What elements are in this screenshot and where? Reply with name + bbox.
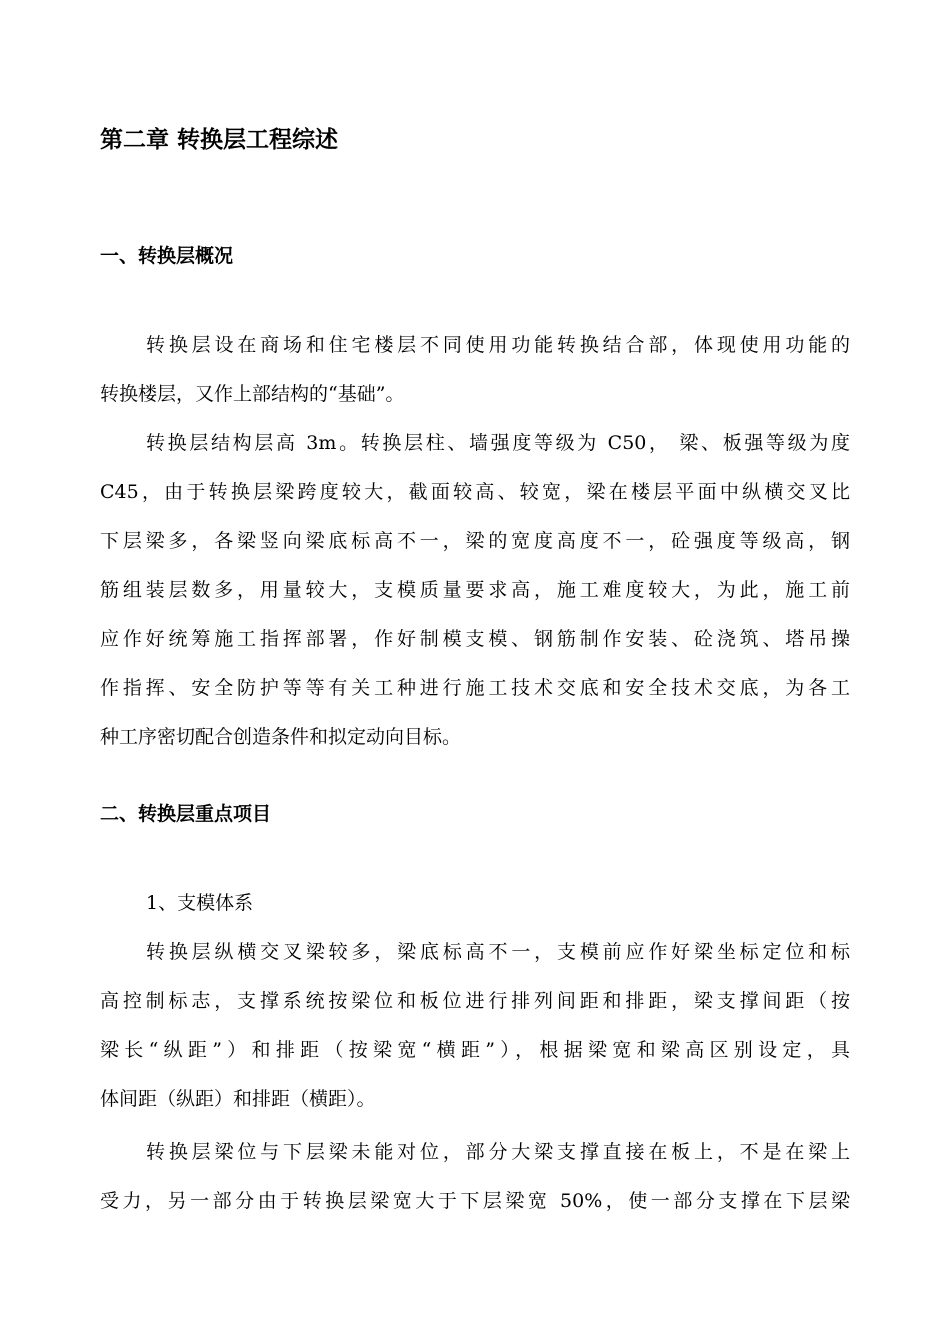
subheading-formwork-system: 1、支模体系 — [146, 892, 254, 914]
text-line: C45，由于转换层梁跨度较大，截面较高、较宽，梁在楼层平面中纵横交叉比 — [100, 481, 850, 503]
text-line: 转换层设在商场和住宅楼层不同使用功能转换结合部，体现使用功能的 — [146, 334, 850, 356]
text-line: 筋组装层数多，用量较大，支模质量要求高，施工难度较大，为此，施工前 — [100, 579, 850, 601]
text-line: 应作好统筹施工指挥部署，作好制模支模、钢筋制作安装、砼浇筑、塔吊操 — [100, 628, 850, 650]
text-line: 梁长“纵距”）和排距（按梁宽“横距”），根据梁宽和梁高区别设定，具 — [100, 1039, 850, 1061]
paragraph-overview-1 — [100, 321, 850, 419]
chapter-title: 第二章 转换层工程综述 — [100, 126, 339, 153]
section-heading-key-items: 二、转换层重点项目 — [100, 803, 272, 825]
text-line: 体间距（纵距）和排距（横距）。 — [100, 1088, 376, 1110]
text-line: 转换层纵横交叉梁较多，梁底标高不一，支模前应作好梁坐标定位和标 — [146, 941, 850, 963]
text-line: 转换层结构层高 3m。转换层柱、墙强度等级为 C50， 梁、板强等级为度 — [146, 432, 850, 454]
text-line: 下层梁多，各梁竖向梁底标高不一，梁的宽度高度不一，砼强度等级高，钢 — [100, 530, 850, 552]
text-line: 种工序密切配合创造条件和拟定动向目标。 — [100, 726, 462, 748]
text-line: 作指挥、安全防护等等有关工种进行施工技术交底和安全技术交底，为各工 — [100, 677, 850, 699]
paragraph-overview-2 — [100, 419, 850, 762]
text-line: 转换层梁位与下层梁未能对位，部分大梁支撑直接在板上，不是在梁上 — [146, 1141, 850, 1163]
text-line: 高控制标志，支撑系统按梁位和板位进行排列间距和排距，梁支撑间距（按 — [100, 990, 850, 1012]
text-line: 受力，另一部分由于转换层梁宽大于下层梁宽 50%，使一部分支撑在下层梁 — [100, 1190, 850, 1212]
paragraph-formwork-2 — [100, 1128, 850, 1226]
text-line: 转换楼层，又作上部结构的“基础”。 — [100, 383, 405, 405]
section-heading-overview: 一、转换层概况 — [100, 245, 234, 267]
paragraph-formwork-1 — [100, 928, 850, 1124]
